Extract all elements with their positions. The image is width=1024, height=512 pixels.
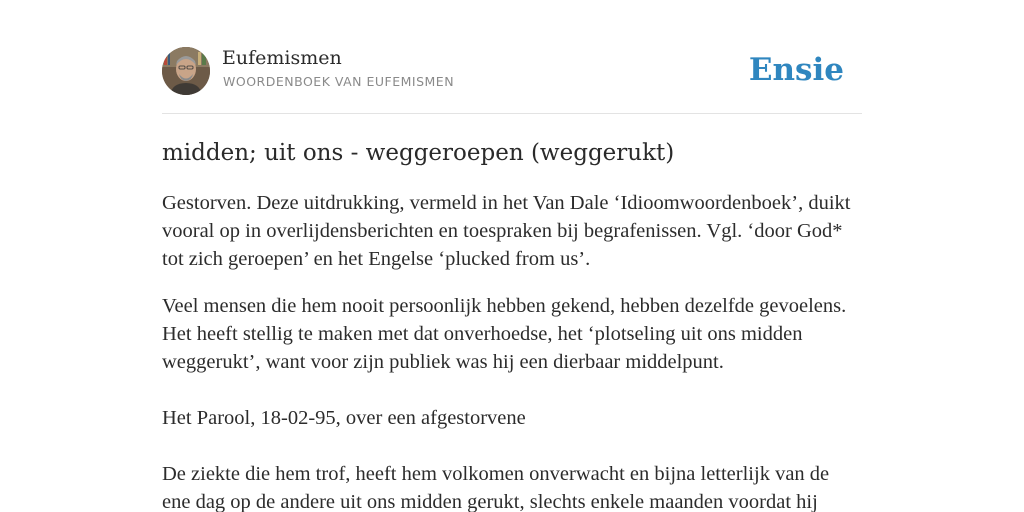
brand-logo[interactable]: Ensie <box>748 52 844 88</box>
paragraph-definition: Gestorven. Deze uitdrukking, vermeld in het Van Dale ‘Idioomwoordenboek’, duikt vooral op in overlijdensberichten en toespraken bij begrafenissen. Vgl. ‘door God* tot zich geroepen’ en het Engelse ‘plucked from us’. <box>162 192 851 270</box>
avatar-photo <box>162 47 210 95</box>
paragraph-quote-2: De ziekte die hem trof, heeft hem volkomen onverwacht en bijna letterlijk van de ene dag op de andere uit ons midden gerukt, slechts enkele maanden voordat hij <box>162 463 830 512</box>
paragraph-quote: Veel mensen die hem nooit persoonlijk hebben gekend, hebben dezelfde gevoelens. Het heeft stellig te maken met dat onverhoedse, het ‘plotseling uit ons midden weggerukt’, want voor zijn publiek was hij een dierbaar middelpunt. <box>162 295 847 373</box>
site-header <box>162 46 862 98</box>
header-divider <box>162 113 862 114</box>
author-subtitle[interactable]: WOORDENBOEK VAN EUFEMISMEN <box>223 74 455 89</box>
paragraph-source: Het Parool, 18-02-95, over een afgestorvene <box>162 407 526 429</box>
entry-body <box>162 189 862 512</box>
avatar[interactable] <box>162 47 210 95</box>
entry-title: midden; uit ons - weggeroepen (weggerukt) <box>162 140 675 166</box>
author-name[interactable]: Eufemismen <box>222 47 342 69</box>
